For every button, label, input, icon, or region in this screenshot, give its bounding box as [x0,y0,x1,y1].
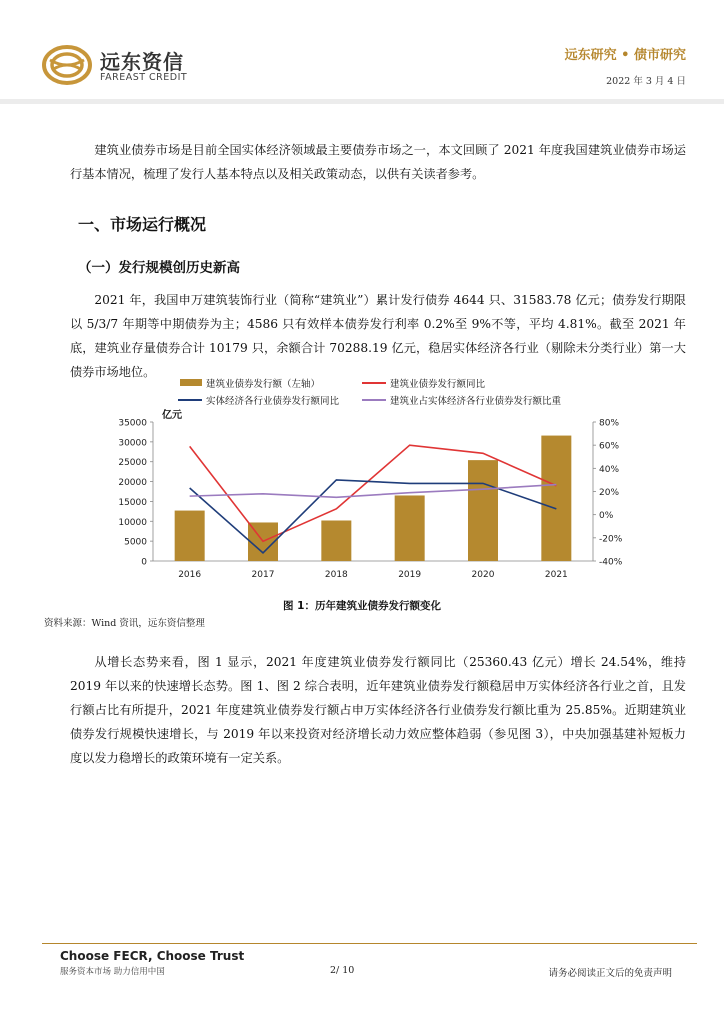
legend-label: 实体经济各行业债券发行额同比 [206,396,340,407]
brand-name-cn: 远东资信 [100,50,184,74]
disclaimer-note: 请务必阅读正文后的免责声明 [548,968,672,979]
left-tick-label: 30000 [118,438,147,449]
left-tick-label: 35000 [118,418,147,429]
right-tick-label: 0% [599,511,614,522]
x-tick-label: 2016 [178,570,202,580]
right-tick-label: 80% [599,418,620,429]
left-tick-label: 15000 [118,497,147,508]
header-divider [0,99,724,104]
section-heading: 一、市场运行概况 [78,215,207,234]
bar-issuance [541,436,571,561]
brand-name-en: FAREAST CREDIT [100,72,188,83]
legend-label: 建筑业占实体经济各行业债券发行额比重 [390,396,562,407]
x-tick-label: 2020 [471,570,495,580]
bar-issuance [395,495,425,561]
left-tick-label: 10000 [118,517,147,528]
x-tick-label: 2021 [544,570,568,580]
bar-issuance [468,460,498,561]
footer-divider [42,943,697,944]
legend-label: 建筑业债券发行额同比 [390,379,486,390]
bar-issuance [175,511,205,561]
fareast-logo-icon [42,44,92,86]
right-tick-label: 40% [599,464,620,475]
report-category: 远东研究 • 债市研究 [564,48,686,63]
left-tick-label: 5000 [124,537,147,548]
left-axis-unit: 亿元 [162,410,182,421]
paragraph-growth: 从增长态势来看，图 1 显示，2021 年度建筑业债券发行额同比（25360.43 亿元）增长 24.54%，维持 2019 年以来的快速增长态势。图 1、图 2 综合表明，近年建筑业债券发行额稳居申万实体经济各行业之首，且发行额占比有所提升，2021 年度建筑业债券发行额占申万实体经济各行业债券发行额比重为 25.85%。近期建筑业债券发行规模快速增长，与 2019 年以来投资对经济增长动力效应整体趋弱（参见图 3），中央加强基建补短板力度以发力稳增长的政策环境有一定关系。 [70,655,686,765]
issuance-chart [118,372,623,592]
left-tick-label: 25000 [118,458,147,469]
series-line-0 [190,445,557,541]
left-tick-label: 0 [141,557,147,568]
figure-caption: 图 1：历年建筑业债券发行额变化 [283,600,441,612]
page-number: 2/ 10 [330,965,355,976]
legend-label: 建筑业债券发行额（左轴） [206,379,321,390]
right-tick-label: 20% [599,488,620,498]
left-tick-label: 20000 [118,478,147,489]
legend-swatch [180,379,202,386]
right-tick-label: 60% [599,441,620,452]
x-tick-label: 2018 [324,570,348,580]
x-tick-label: 2019 [398,570,422,580]
subsection-heading: （一）发行规模创历史新高 [78,260,240,276]
intro-paragraph: 建筑业债券市场是目前全国实体经济领域最主要债券市场之一，本文回顾了 2021 年度我国建筑业债券市场运行基本情况，梳理了发行人基本特点以及相关政策动态，以供有关读者参考。 [70,143,686,181]
report-date: 2022 年 3 月 4 日 [606,76,686,87]
right-tick-label: -40% [599,557,623,568]
right-tick-label: -20% [599,534,623,545]
series-line-2 [190,485,557,498]
bar-issuance [321,520,351,561]
paragraph-issuance: 2021 年，我国申万建筑装饰行业（简称“建筑业”）累计发行债券 4644 只、31583.78 亿元；债券发行期限以 5/3/7 年期等中期债券为主；4586 只有效样本债券发行利率 0.2%至 9%不等，平均 4.81%。截至 2021 年底，建筑业存量债券合计 10179 只，余额合计 70288.19 亿元，稳居实体经济各行业（剔除未分类行业）第一大债券市场地位。 [70,293,686,379]
source-note: 资料来源：Wind 资讯，远东资信整理 [44,618,205,629]
x-tick-label: 2017 [251,570,275,580]
footer-tagline: 服务资本市场 助力信用中国 [60,967,165,977]
footer-slogan: Choose FECR, Choose Trust [60,949,245,963]
